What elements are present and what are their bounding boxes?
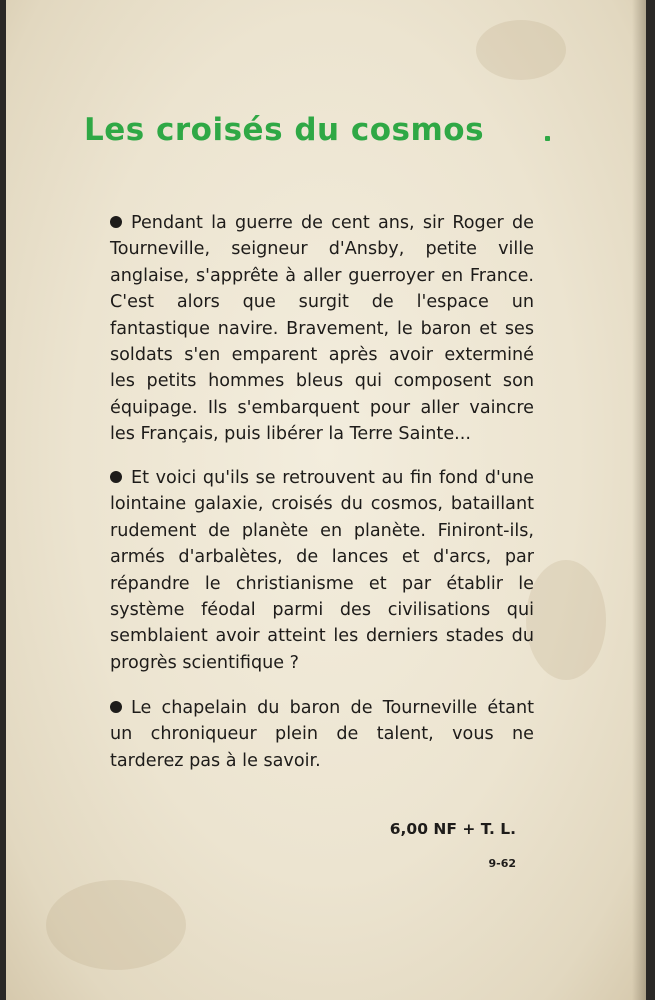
blurb-text: Le chapelain du baron de Tourneville étant un chroniqueur plein de talent, vous ne tarderez pas à le savoir. (110, 698, 534, 771)
paper-stain (46, 880, 186, 970)
page-edge-shadow (632, 0, 646, 1000)
blurb-text: Pendant la guerre de cent ans, sir Roger de Tourneville, seigneur d'Ansby, petite ville anglaise, s'apprête à aller guerroyer en France. C'est alors que surgit de l'espace un fantastique navire. Bravement, le baron et ses soldats s'en emparent après avoir exterminé les petits hommes bleus qui composent son équipage. Ils s'embarquent pour aller vaincre les Français, puis libérer la Terre Sainte... (110, 213, 534, 445)
blurb-paragraph-1 (110, 210, 534, 448)
bullet-icon (110, 701, 122, 713)
paper-stain (526, 560, 606, 680)
price-label: 6,00 NF + T. L. (389, 820, 516, 838)
blurb-text: Et voici qu'ils se retrouvent au fin fond d'une lointaine galaxie, croisés du cosmos, bataillant rudement de planète en planète. Finiront-ils, armés d'arbalètes, de lances et d'arcs, par répandre le christianisme et par établir le système féodal parmi des civilisations qui semblaient avoir atteint les derniers stades du progrès scientifique ? (110, 468, 534, 673)
book-back-cover (6, 0, 646, 1000)
bullet-icon (110, 216, 122, 228)
book-title: Les croisés du cosmos (84, 112, 485, 148)
bullet-icon (110, 471, 122, 483)
paper-stain (476, 20, 566, 80)
blurb-paragraph-2 (110, 465, 534, 676)
print-code: 9-62 (488, 857, 516, 870)
title-dot (545, 136, 550, 141)
blurb-paragraph-3 (110, 695, 534, 774)
